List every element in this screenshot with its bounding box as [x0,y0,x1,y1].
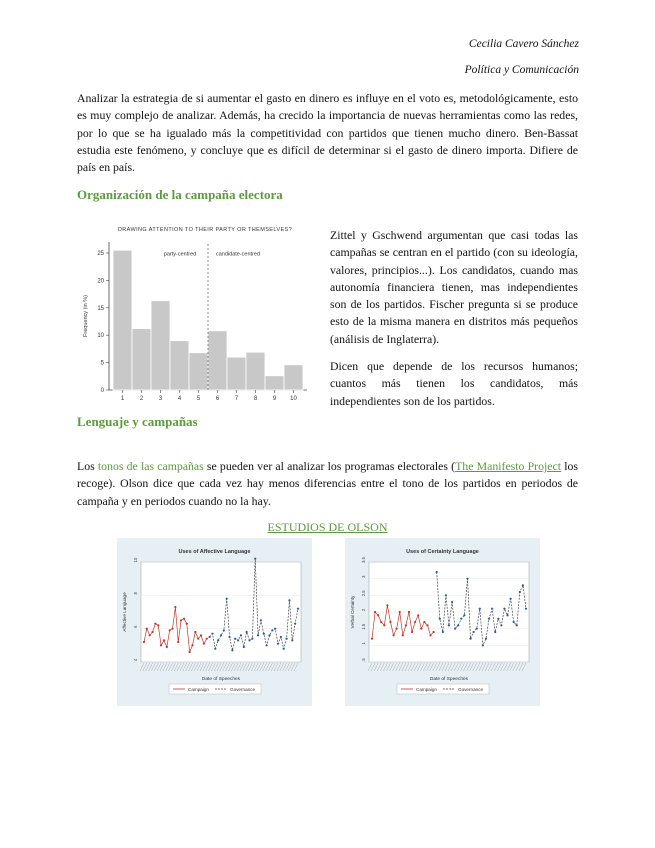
certainty-x-date-tick [485,663,489,671]
certainty-x-date-tick [368,663,372,671]
certainty-x-date-tick [371,663,375,671]
certainty-y-tick-label: .5 [361,658,366,662]
certainty-x-date-tick [479,663,483,671]
annotation-party-centred: party-centred [163,251,197,258]
certainty-x-date-tick [414,663,418,671]
affective-governance-point [240,634,242,636]
bar [132,329,151,390]
x-tick-label: 9 [272,396,277,402]
affective-campaign-point [146,628,148,630]
certainty-x-date-tick [482,663,486,671]
tones-prefix: Los [77,459,98,473]
affective-governance-point [288,599,290,601]
certainty-y-tick-label: 1.5 [361,623,366,630]
affective-campaign-point [169,629,171,631]
affective-governance-point [214,648,216,650]
certainty-x-date-tick [386,663,390,671]
affective-campaign-point [160,644,162,646]
certainty-x-date-tick [473,663,477,671]
affective-x-axis-label: Date of Speeches [201,677,241,682]
certainty-governance-point [519,591,521,593]
subject-name: Política y Comunicación [464,64,579,76]
affective-title: Uses of Affective Language [178,549,251,555]
certainty-legend-campaign-label: Campaign [416,687,437,692]
affective-y-tick-label: 6 [133,625,138,628]
certainty-campaign-point [374,611,376,613]
affective-governance-point [217,639,219,641]
certainty-x-date-tick [420,663,424,671]
certainty-governance-point [466,578,468,580]
certainty-campaign-point [371,638,373,640]
certainty-governance-point [494,631,496,633]
certainty-governance-point [457,624,459,626]
certainty-y-tick-label: 3 [361,575,366,578]
affective-campaign-point [174,606,176,608]
x-tick-label: 3 [158,396,163,402]
certainty-campaign-point [429,634,431,636]
affective-governance-point [283,648,285,650]
certainty-x-date-tick [522,663,526,671]
y-axis-label: Frequency (in %) [83,295,89,337]
certainty-x-date-tick [463,663,467,671]
certainty-x-date-tick [516,663,520,671]
affective-governance-point [228,636,230,638]
affective-governance-point [211,633,213,635]
certainty-x-date-tick [451,663,455,671]
certainty-x-date-tick [448,663,452,671]
x-tick-label: 8 [253,396,258,402]
affective-governance-point [260,619,262,621]
bar [151,301,170,390]
bar [113,250,132,390]
affective-governance-point [234,638,236,640]
certainty-x-date-tick [519,663,523,671]
certainty-campaign-point [399,611,401,613]
certainty-x-date-tick [491,663,495,671]
bar [170,341,189,390]
certainty-governance-point [463,614,465,616]
affective-campaign-point [151,631,153,633]
certainty-governance-point [479,608,481,610]
certainty-y-axis-label: Verbal Certainty [350,595,355,629]
affective-governance-point [226,598,228,600]
certainty-campaign-point [380,621,382,623]
affective-legend-governance-label: Governance [230,687,256,692]
tones-paragraph [77,458,578,510]
affective-campaign-point [154,623,156,625]
affective-campaign-point [163,639,165,641]
affective-governance-point [237,639,239,641]
certainty-x-date-tick [393,663,397,671]
affective-campaign-point [166,646,168,648]
certainty-governance-point [488,618,490,620]
affective-governance-point [280,636,282,638]
certainty-language-chart [345,538,540,706]
bar-chart [77,220,317,410]
certainty-campaign-point [392,634,394,636]
certainty-chart-panel [345,538,540,706]
certainty-governance-point [513,621,515,623]
y-tick-label: 25 [97,250,104,257]
y-tick-label: 20 [97,278,104,285]
certainty-x-date-tick [380,663,384,671]
certainty-x-date-tick [399,663,403,671]
certainty-x-date-tick [457,663,461,671]
affective-campaign-point [189,651,191,653]
certainty-x-date-tick [454,663,458,671]
bar [208,331,227,390]
affective-governance-point [243,646,245,648]
certainty-governance-point [510,598,512,600]
certainty-campaign-point [386,604,388,606]
bar [284,365,303,390]
certainty-x-date-tick [408,663,412,671]
affective-campaign-point [149,634,151,636]
affective-plot-area [141,562,301,662]
certainty-campaign-point [420,628,422,630]
certainty-title: Uses of Certainty Language [406,549,479,555]
certainty-x-date-tick [436,663,440,671]
affective-governance-point [251,638,253,640]
intro-paragraph: Analizar la estrategia de si aumentar el gasto en dinero es influye en el voto es, metodológicamente, esto es muy complejo de analizar. Además, ha crecido la importancia de nuevas herramientas como las redes, por lo que se ha igualado más la competitividad con partidos que tienen mucho dinero. Ben-Bassat estudia este fenómeno, y concluye que es difícil de determinar si el gasto de dinero importa. Difiere de país en país. [77,91,578,175]
affective-language-chart [117,538,312,706]
certainty-governance-point [445,594,447,596]
certainty-y-tick-label: 3.5 [361,557,366,563]
certainty-governance-point [516,624,518,626]
y-tick-label: 5 [100,360,104,367]
affective-governance-point [274,628,276,630]
certainty-governance-point [485,638,487,640]
section-heading-organization: Organización de la campaña electora [77,187,283,202]
affective-campaign-point [197,638,199,640]
affective-campaign-point [203,643,205,645]
affective-governance-point [246,631,248,633]
certainty-x-date-tick [500,663,504,671]
affective-governance-point [297,608,299,610]
certainty-governance-point [476,628,478,630]
affective-campaign-point [186,623,188,625]
certainty-campaign-point [414,621,416,623]
x-tick-label: 10 [290,396,297,402]
certainty-campaign-point [402,634,404,636]
certainty-x-date-tick [383,663,387,671]
affective-governance-point [291,639,293,641]
certainty-x-date-tick [374,663,378,671]
affective-campaign-point [157,624,159,626]
affective-governance-point [257,634,259,636]
affective-governance-point [271,629,273,631]
affective-governance-point [254,558,256,560]
certainty-campaign-point [423,621,425,623]
bar [189,353,208,390]
affective-campaign-point [143,641,145,643]
certainty-governance-point [439,618,441,620]
certainty-campaign-point [405,624,407,626]
certainty-x-date-tick [427,663,431,671]
affective-legend-campaign-label: Campaign [188,687,209,692]
manifesto-project-link[interactable]: The Manifesto Project [455,459,562,473]
certainty-x-date-tick [470,663,474,671]
affective-y-tick-label: 4 [133,658,138,662]
certainty-x-date-tick [467,663,471,671]
bar [246,352,265,390]
affective-campaign-point [191,644,193,646]
certainty-x-date-tick [430,663,434,671]
certainty-campaign-point [389,621,391,623]
tones-highlight: tonos de las campañas [97,459,204,473]
resources-paragraph: Dicen que depende de los recursos humanos; cuantos más tienen los candidatos, más independientes son de los partidos. [330,359,578,408]
certainty-x-date-tick [411,663,415,671]
certainty-y-tick-label: 2 [361,608,366,612]
affective-campaign-point [180,619,182,621]
certainty-x-date-tick [504,663,508,671]
certainty-x-date-tick [507,663,511,671]
certainty-y-tick-label: 2.5 [361,590,366,597]
certainty-campaign-point [383,624,385,626]
affective-campaign-point [200,634,202,636]
certainty-governance-point [525,608,527,610]
bar [227,357,246,390]
certainty-x-date-tick [433,663,437,671]
certainty-governance-point [460,618,462,620]
certainty-x-axis-label: Date of Speeches [429,677,469,682]
olson-studies-label: ESTUDIOS DE OLSON [267,520,388,534]
certainty-governance-point [442,631,444,633]
certainty-x-date-tick [405,663,409,671]
tones-middle: se pueden ver al analizar los programas electorales ( [203,459,456,473]
certainty-governance-point [503,608,505,610]
affective-campaign-point [177,641,179,643]
affective-campaign-point [206,638,208,640]
certainty-campaign-point [433,631,435,633]
author-name: Cecilia Cavero Sánchez [468,38,579,50]
affective-campaign-point [171,628,173,630]
certainty-x-date-tick [445,663,449,671]
certainty-campaign-point [377,614,379,616]
bar-chart-title: DRAWING ATTENTION TO THEIR PARTY OR THEMSELVES? [117,227,293,233]
certainty-x-date-tick [377,663,381,671]
certainty-governance-point [491,608,493,610]
affective-y-tick-label: 10 [133,557,138,563]
certainty-governance-point [500,624,502,626]
affective-governance-point [223,629,225,631]
certainty-governance-point [454,628,456,630]
certainty-x-date-tick [423,663,427,671]
certainty-governance-point [506,614,508,616]
affective-y-axis-label: Affective Language [122,592,127,632]
certainty-x-date-tick [494,663,498,671]
certainty-y-tick-label: 1 [361,642,366,645]
certainty-governance-point [482,644,484,646]
certainty-governance-point [469,638,471,640]
affective-governance-point [268,634,270,636]
x-tick-label: 7 [234,396,239,402]
certainty-x-date-tick [417,663,421,671]
certainty-x-date-tick [460,663,464,671]
affective-governance-point [231,649,233,651]
annotation-candidate-centred: candidate-centred [215,251,261,258]
certainty-governance-point [448,624,450,626]
certainty-x-date-tick [497,663,501,671]
x-tick-label: 4 [177,396,182,402]
certainty-campaign-point [417,614,419,616]
certainty-x-date-tick [402,663,406,671]
certainty-governance-point [451,601,453,603]
certainty-campaign-point [426,624,428,626]
section-heading-language: Lenguaje y campañas [77,414,198,429]
certainty-governance-point [497,618,499,620]
affective-governance-point [208,636,210,638]
bar [265,376,284,390]
certainty-x-date-tick [439,663,443,671]
certainty-campaign-point [408,611,410,613]
y-tick-label: 10 [97,333,104,340]
y-tick-label: 0 [100,388,104,394]
affective-y-tick-label: 8 [133,592,138,595]
affective-governance-point [285,638,287,640]
certainty-x-date-tick [510,663,514,671]
certainty-legend-governance-label: Governance [458,687,484,692]
x-tick-label: 5 [196,396,201,402]
certainty-campaign-point [396,628,398,630]
certainty-x-date-tick [442,663,446,671]
certainty-x-date-tick [476,663,480,671]
affective-governance-point [266,644,268,646]
certainty-governance-point [522,584,524,586]
x-tick-label: 6 [215,396,220,402]
affective-governance-point [277,643,279,645]
affective-campaign-point [194,631,196,633]
certainty-governance-point [473,631,475,633]
x-tick-label: 2 [139,396,144,402]
x-tick-label: 1 [120,396,125,402]
affective-campaign-point [183,618,185,620]
certainty-x-date-tick [488,663,492,671]
affective-governance-point [248,639,250,641]
certainty-x-date-tick [390,663,394,671]
certainty-x-date-tick [396,663,400,671]
certainty-x-date-tick [513,663,517,671]
certainty-governance-point [436,571,438,573]
affective-governance-point [294,623,296,625]
y-tick-label: 15 [97,305,104,312]
affective-governance-point [220,634,222,636]
certainty-campaign-point [411,631,413,633]
affective-chart-panel [117,538,312,706]
zittel-paragraph: Zittel y Gschwend argumentan que casi todas las campañas se centran en el partido (con su ideología, valores, principios...). Los candidatos, cuando mas autonomía financiera tienen, mas independientes son de los partidos. Fischer pregunta si se produce esto de la misma manera en distritos más pequeños (análisis de Inglaterra). [330,228,578,346]
tones-suffix: los recoge). Olson dice que cada vez hay menos diferencias entre el tono de los partidos en periodos de campaña y en periodos cuando no la hay. [77,459,578,508]
affective-governance-point [263,633,265,635]
